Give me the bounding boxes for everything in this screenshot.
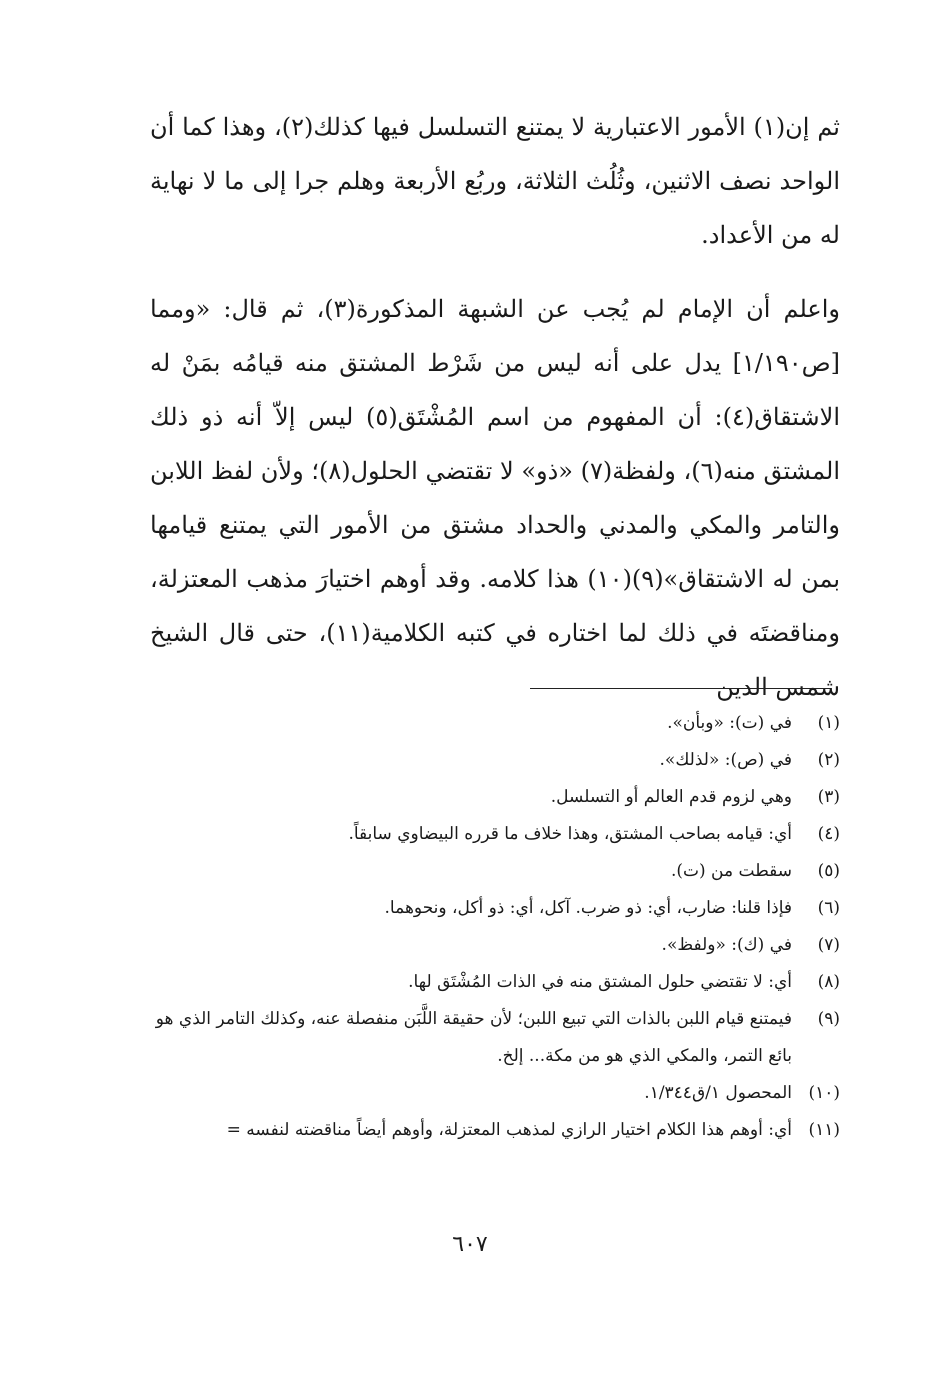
footnote-number: (١٠) <box>808 1083 840 1103</box>
paragraph-1: ثم إن(١) الأمور الاعتبارية لا يمتنع التسلسل فيها كذلك(٢)، وهذا كما أن الواحد نصف الاثنين، وثُلُث الثلاثة، وربُع الأربعة وهلم جرا إلى ما لا نهاية له من الأعداد. <box>150 113 840 249</box>
footnote-text: في (ك): «ولفظ». <box>661 935 792 955</box>
footnote-11 <box>150 1112 840 1149</box>
footnote-8 <box>150 964 840 1001</box>
footnote-1 <box>150 705 840 742</box>
footnote-text: أي: قيامه بصاحب المشتق، وهذا خلاف ما قرره البيضاوي سابقاً. <box>348 824 792 844</box>
footnote-text: أي: أوهم هذا الكلام اختيار الرازي لمذهب المعتزلة، وأوهم أيضاً مناقضته لنفسه = <box>226 1120 792 1140</box>
footnote-text: فيمتنع قيام اللبن بالذات التي تبيع اللبن؛ لأن حقيقة اللَّبَن منفصلة عنه، وكذلك التامر الذي هو بائع التمر، والمكي الذي هو من مكة... إلخ. <box>155 1009 792 1066</box>
footnote-9 <box>150 1001 840 1075</box>
paragraph-2: واعلم أن الإمام لم يُجب عن الشبهة المذكورة(٣)، ثم قال: «ومما [ص١/١٩٠] يدل على أنه ليس من شَرْط المشتق منه قيامُه بمَنْ له الاشتقاق(٤): أن المفهوم من اسم المُشْتَق(٥) ليس إلاّ أنه ذو ذلك المشتق منه(٦)، ولفظة(٧) «ذو» لا تقتضي الحلول(٨)؛ ولأن لفظ اللابن والتامر والمكي والمدني والحداد مشتق من الأمور التي يمتنع قيامها بمن له الاشتقاق»(٩)(١٠) هذا كلامه. وقد أوهم اختيارَ مذهب المعتزلة، ومناقضتَه في ذلك لما اختاره في كتبه الكلامية(١١)، حتى قال الشيخ شمس الدين <box>150 295 841 701</box>
footnote-number: (٤) <box>817 824 840 844</box>
footnote-text: أي: لا تقتضي حلول المشتق منه في الذات المُشْتَق لها. <box>408 972 792 992</box>
footnote-text: في (ص): «لذلك». <box>659 750 792 770</box>
footnote-text: فإذا قلنا: ضارب، أي: ذو ضرب. آكل، أي: ذو أكل، ونحوهما. <box>384 898 792 918</box>
footnote-number: (٥) <box>817 861 840 881</box>
footnotes <box>150 705 840 1149</box>
footnote-number: (٦) <box>817 898 840 918</box>
footnote-number: (٩) <box>817 1009 840 1029</box>
footnote-2 <box>150 742 840 779</box>
footnote-6 <box>150 890 840 927</box>
footnote-3 <box>150 779 840 816</box>
footnote-text: المحصول ١/ق١/٣٤٤. <box>644 1083 792 1103</box>
footnote-number: (٣) <box>817 787 840 807</box>
footnote-text: في (ت): «وبأن». <box>667 713 792 733</box>
footnote-number: (٢) <box>817 750 840 770</box>
footnote-7 <box>150 927 840 964</box>
footnote-number: (٨) <box>817 972 840 992</box>
footnote-4 <box>150 816 840 853</box>
footnote-10 <box>150 1075 840 1112</box>
footnote-text: سقطت من (ت). <box>670 861 792 881</box>
footnote-5 <box>150 853 840 890</box>
footnote-number: (١١) <box>808 1120 840 1140</box>
footnote-number: (١) <box>817 713 840 733</box>
main-text <box>150 100 840 714</box>
footnote-number: (٧) <box>817 935 840 955</box>
footnote-text: وهي لزوم قدم العالم أو التسلسل. <box>550 787 792 807</box>
page-number: ٦٠٧ <box>452 1232 488 1257</box>
footnote-divider <box>530 688 830 689</box>
